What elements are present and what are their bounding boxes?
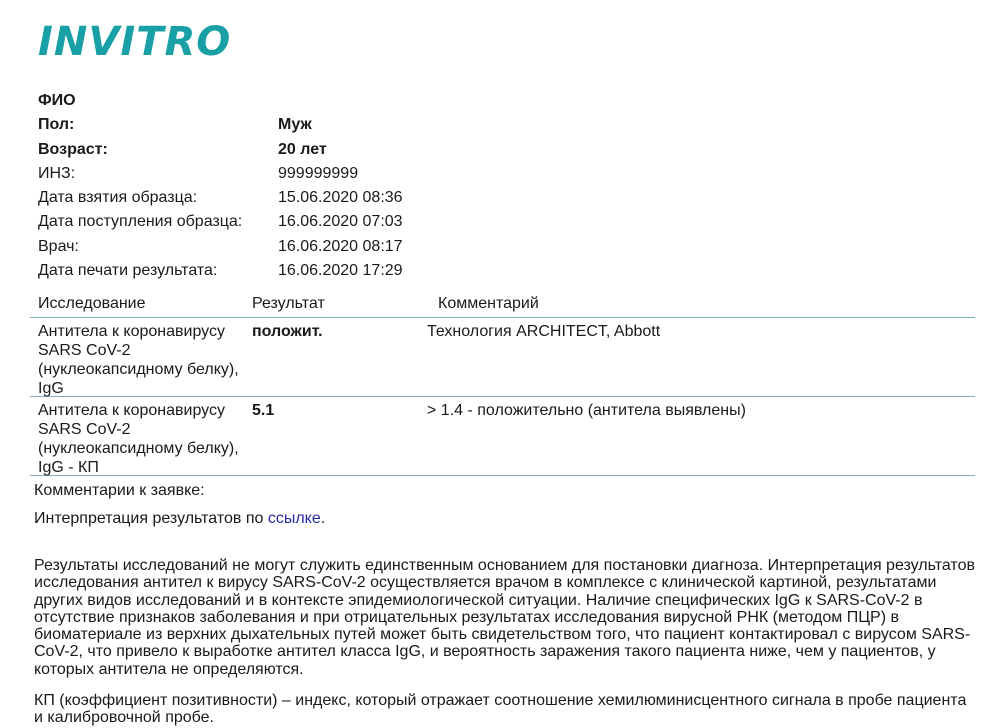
sample-taken-value: 15.06.2020 08:36 xyxy=(278,189,403,207)
header-result: Результат xyxy=(252,295,325,312)
header-test: Исследование xyxy=(38,295,146,312)
disclaimer-paragraph: Результаты исследований не могут служить единственным основанием для постановки диагноза. Интерпретация результатов исследования антител к вирусу SARS-CoV-2 осуществляется врачом в комплексе с клинической картиной, результатами других видов исследований и в контексте эпидемиологической ситуации. Наличие специфических IgG к SARS-CoV-2 в отсутствие признаков заболевания и при отрицательных результатах исследования вирусной РНК (методом ПЦР) в биоматериале из верхних дыхательных путей может быть свидетельством того, что пациент контактировал с вирусом SARS-CoV-2, что привело к выработке антител класса IgG, и вероятность заражения такого пациента ниже, чем у пациентов, у которых антитела не определяются. xyxy=(34,557,975,678)
patient-info xyxy=(38,89,403,283)
table-row xyxy=(30,397,975,476)
test-comment: > 1.4 - положительно (антитела выявлены) xyxy=(427,402,746,419)
doctor-label: Врач: xyxy=(38,237,79,255)
test-result: 5.1 xyxy=(252,402,275,419)
print-date-row xyxy=(38,259,403,283)
fio-label: ФИО xyxy=(38,92,76,109)
sample-received-label: Дата поступления образца: xyxy=(38,213,243,231)
sample-taken-label: Дата взятия образца: xyxy=(38,189,198,207)
sample-taken-row xyxy=(38,186,403,210)
fio-row xyxy=(38,89,403,113)
print-date-value: 16.06.2020 17:29 xyxy=(278,262,403,280)
table-row xyxy=(30,318,975,397)
doctor-value: 16.06.2020 08:17 xyxy=(278,237,403,255)
inz-label: ИНЗ: xyxy=(38,164,76,182)
results-header xyxy=(30,292,975,318)
sample-received-row xyxy=(38,210,403,234)
test-name: Антитела к коронавирусу SARS CoV-2 (нуклеокапсидному белку), IgG - КП xyxy=(38,402,239,476)
sex-row xyxy=(38,113,403,137)
print-date-label: Дата печати результата: xyxy=(38,262,218,280)
interpretation-line xyxy=(34,510,325,528)
results-table xyxy=(30,292,975,476)
sex-label: Пол: xyxy=(38,116,75,134)
header-comment: Комментарий xyxy=(438,295,539,312)
age-label: Возраст: xyxy=(38,140,108,158)
test-comment: Технология ARCHITECT, Abbott xyxy=(427,323,661,340)
age-row xyxy=(38,138,403,162)
inz-value: 999999999 xyxy=(278,164,359,182)
inz-row xyxy=(38,162,403,186)
doctor-row xyxy=(38,235,403,259)
sample-received-value: 16.06.2020 07:03 xyxy=(278,213,403,231)
test-result: положит. xyxy=(252,323,323,340)
order-comments-label: Комментарии к заявке: xyxy=(34,482,205,499)
kp-note-paragraph: КП (коэффициент позитивности) – индекс, который отражает соотношение хемилюминисцентного сигнала в пробе пациента и калибровочной пробе. xyxy=(34,692,967,727)
interpretation-text: Интерпретация результатов по xyxy=(34,510,268,527)
age-value: 20 лет xyxy=(278,140,327,158)
interpretation-link[interactable]: ссылке xyxy=(267,510,321,527)
test-name: Антитела к коронавирусу SARS CoV-2 (нуклеокапсидному белку), IgG xyxy=(38,323,239,397)
invitro-logo: INVITRO xyxy=(38,19,232,65)
interpretation-suffix: . xyxy=(320,510,326,527)
sex-value: Муж xyxy=(278,116,312,134)
